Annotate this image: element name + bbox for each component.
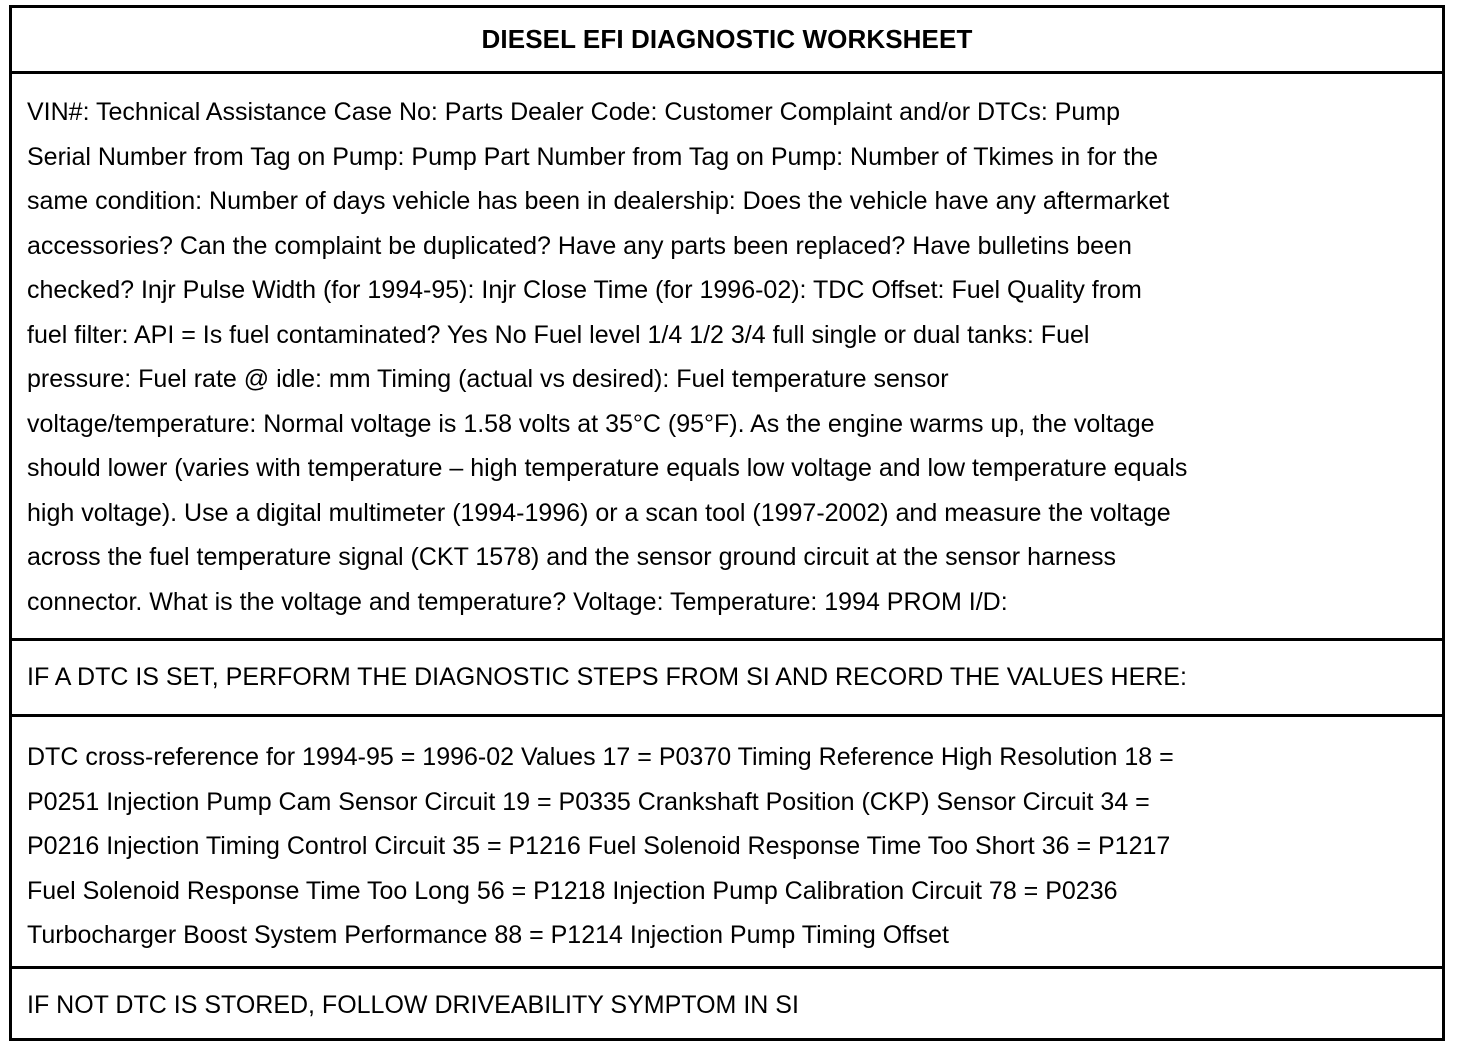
info-line: VIN#: Technical Assistance Case No: Parts Dealer Code: Customer Complaint and/or DTCs: Pump xyxy=(27,98,1121,126)
dtc-line: Fuel Solenoid Response Time Too Long 56 = P1218 Injection Pump Calibration Circuit 78 = P0236 xyxy=(27,876,1118,905)
info-line: accessories? Can the complaint be duplicated? Have any parts been replaced? Have bulletins been xyxy=(27,231,1132,260)
info-line: same condition: Number of days vehicle has been in dealership: Does the vehicle have any aftermarket xyxy=(27,187,1170,215)
no-dtc-instruction-row xyxy=(12,969,1442,1041)
dtc-line: P0251 Injection Pump Cam Sensor Circuit 19 = P0335 Crankshaft Position (CKP) Sensor Circuit 34 = xyxy=(27,787,1150,816)
dtc-line: DTC cross-reference for 1994-95 = 1996-02 Values 17 = P0370 Timing Reference High Resolution 18 = xyxy=(27,743,1174,771)
vehicle-info-section xyxy=(12,74,1442,641)
dtc-cross-reference-section xyxy=(12,717,1442,969)
info-line: high voltage). Use a digital multimeter (1994-1996) or a scan tool (1997-2002) and measure the voltage xyxy=(27,498,1171,527)
info-line: pressure: Fuel rate @ idle: mm Timing (actual vs desired): Fuel temperature sensor xyxy=(27,365,949,393)
info-line: fuel filter: API = Is fuel contaminated? Yes No Fuel level 1/4 1/2 3/4 full single or dual tanks: Fuel xyxy=(27,320,1090,349)
info-line: should lower (varies with temperature – high temperature equals low voltage and low temperature equals xyxy=(27,454,1188,482)
info-line: Serial Number from Tag on Pump: Pump Part Number from Tag on Pump: Number of Tkimes in for the xyxy=(27,142,1159,171)
dtc-line: P0216 Injection Timing Control Circuit 35 = P1216 Fuel Solenoid Response Time Too Short 36 = P1217 xyxy=(27,832,1171,860)
info-line: voltage/temperature: Normal voltage is 1.58 volts at 35°C (95°F). As the engine warms up, the voltage xyxy=(27,409,1155,438)
title-row xyxy=(12,8,1442,74)
info-line: connector. What is the voltage and temperature? Voltage: Temperature: 1994 PROM I/D: xyxy=(27,587,1008,616)
info-line: across the fuel temperature signal (CKT 1578) and the sensor ground circuit at the sensor harness xyxy=(27,543,1117,571)
worksheet-title: DIESEL EFI DIAGNOSTIC WORKSHEET xyxy=(481,24,973,54)
dtc-instruction-text: IF A DTC IS SET, PERFORM THE DIAGNOSTIC STEPS FROM SI AND RECORD THE VALUES HERE: xyxy=(27,663,1187,691)
info-line: checked? Injr Pulse Width (for 1994-95): Injr Close Time (for 1996-02): TDC Offset: Fuel Quality from xyxy=(27,276,1142,304)
no-dtc-instruction-text: IF NOT DTC IS STORED, FOLLOW DRIVEABILITY SYMPTOM IN SI xyxy=(27,991,799,1019)
dtc-instruction-row xyxy=(12,641,1442,717)
dtc-line: Turbocharger Boost System Performance 88 = P1214 Injection Pump Timing Offset xyxy=(27,921,949,949)
worksheet-table xyxy=(9,5,1445,1041)
